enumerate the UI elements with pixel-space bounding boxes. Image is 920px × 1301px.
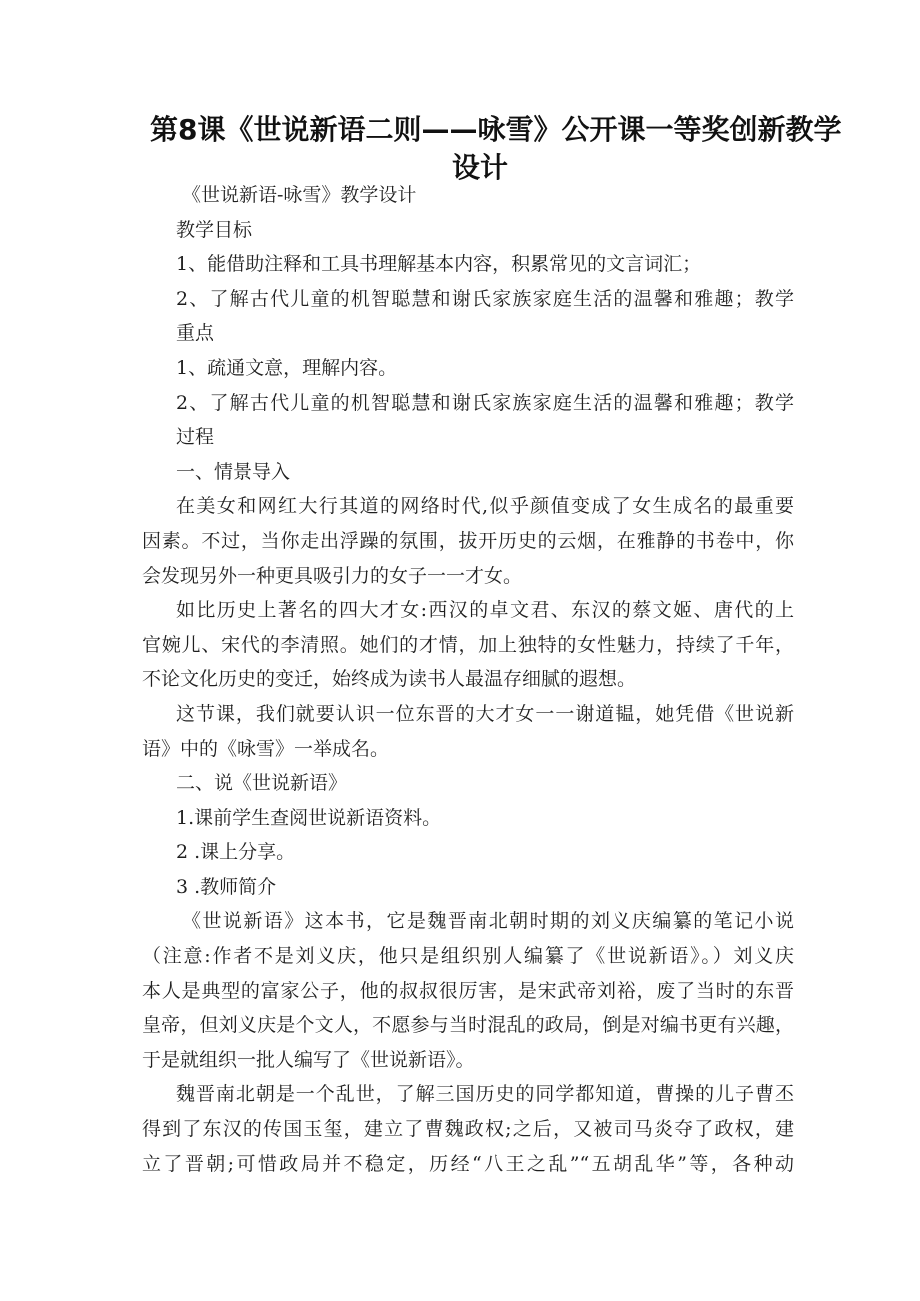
text-line: 重点 bbox=[176, 322, 215, 345]
text-line: 2、了解古代儿童的机智聪慧和谢氏家族家庭生活的温馨和雅趣；教学 bbox=[176, 287, 794, 310]
text-line: 在美女和网红大行其道的网络时代,似乎颜值变成了女生成名的最重要 bbox=[176, 495, 794, 518]
text-line: 本人是典型的富家公子，他的叔叔很厉害，是宋武帝刘裕，废了当时的东晋 bbox=[142, 979, 794, 1002]
text-line: 皇帝，但刘义庆是个文人，不愿参与当时混乱的政局，倒是对编书更有兴趣， bbox=[142, 1014, 794, 1037]
text-line: 《世说新语-咏雪》教学设计 bbox=[182, 184, 417, 206]
text-line: 立了晋朝;可惜政局并不稳定，历经“八王之乱”“五胡乱华”等，各种动 bbox=[142, 1152, 794, 1175]
document-body bbox=[142, 178, 794, 1181]
text-line: （注意:作者不是刘义庆，他只是组织别人编纂了《世说新语》。）刘义庆 bbox=[142, 945, 794, 968]
text-line: 一、情景导入 bbox=[176, 460, 291, 483]
text-line: 会发现另外一种更具吸引力的女子一一才女。 bbox=[142, 564, 523, 587]
text-line: 2、了解古代儿童的机智聪慧和谢氏家族家庭生活的温馨和雅趣；教学 bbox=[176, 391, 794, 414]
document-title-line-2: 设计 bbox=[451, 151, 508, 184]
text-line: 教学目标 bbox=[176, 218, 253, 241]
text-line: 1、能借助注释和工具书理解基本内容，积累常见的文言词汇； bbox=[176, 253, 702, 276]
text-line: 魏晋南北朝是一个乱世，了解三国历史的同学都知道，曹操的儿子曹丕 bbox=[176, 1083, 794, 1106]
text-line: 《世说新语》这本书，它是魏晋南北朝时期的刘义庆编纂的笔记小说 bbox=[182, 910, 794, 933]
text-line: 1、疏通文意，理解内容。 bbox=[176, 356, 398, 379]
document-title-line-1: 第8课《世说新语二则——咏雪》公开课一等奖创新教学 bbox=[150, 113, 842, 146]
text-line: 如比历史上著名的四大才女:西汉的卓文君、东汉的蔡文姬、唐代的上 bbox=[176, 599, 794, 622]
text-line: 这节课，我们就要认识一位东晋的大才女一一谢道韫，她凭借《世说新 bbox=[176, 702, 794, 725]
text-line: 语》中的《咏雪》一举成名。 bbox=[142, 737, 390, 760]
text-line: 得到了东汉的传国玉玺，建立了曹魏政权;之后，又被司马炎夺了政权，建 bbox=[142, 1118, 794, 1141]
text-line: 因素。不过，当你走出浮躁的氛围，拔开历史的云烟，在雅静的书卷中，你 bbox=[142, 529, 794, 552]
text-line: 于是就组织一批人编写了《世说新语》。 bbox=[142, 1048, 475, 1071]
text-line: 3 .教师简介 bbox=[176, 875, 277, 898]
text-line: 二、说《世说新语》 bbox=[176, 772, 348, 795]
text-line: 2 .课上分享。 bbox=[176, 841, 296, 864]
text-line: 过程 bbox=[176, 426, 215, 449]
text-line: 1.课前学生查阅世说新语资料。 bbox=[176, 806, 442, 829]
text-line: 官婉儿、宋代的李清照。她们的才情，加上独特的女性魅力，持续了千年， bbox=[142, 633, 794, 656]
text-line: 不论文化历史的变迁，始终成为读书人最温存细腻的遐想。 bbox=[142, 668, 637, 691]
